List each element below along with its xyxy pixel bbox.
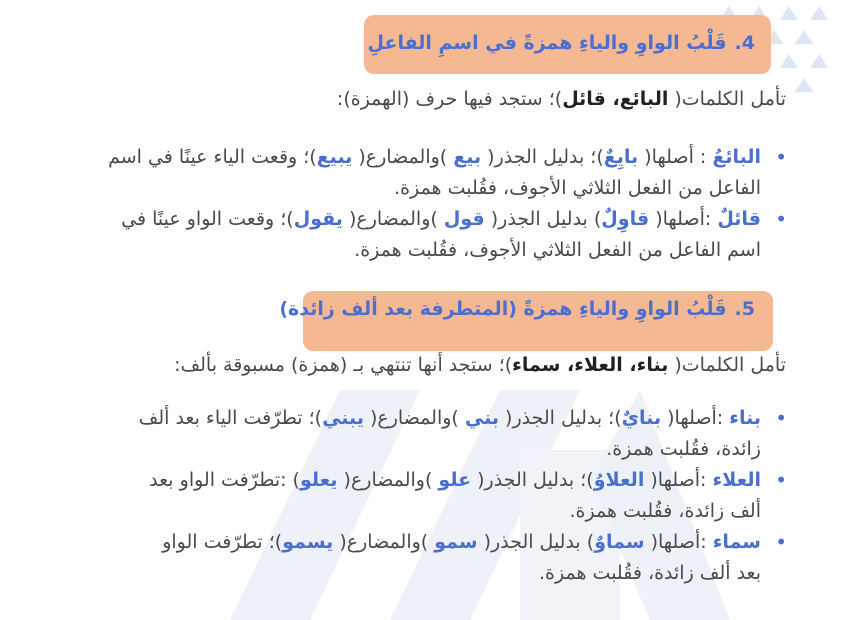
section4-intro-words: البائع، قائل [562, 88, 669, 110]
text-segment: يقول [293, 208, 343, 230]
text-segment: بني [464, 407, 499, 429]
item-line [11, 142, 761, 173]
text-segment: قول [443, 208, 485, 230]
text-segment: )والمضارع( [333, 531, 435, 553]
text-segment: :أصلها( [644, 469, 713, 491]
text-segment: ) بدليل الجذر( [484, 208, 602, 230]
list-item [11, 204, 787, 266]
section5-list [11, 403, 787, 589]
text-segment: تأمل الكلمات( [668, 354, 786, 376]
section4-number: 4. [734, 32, 755, 54]
text-segment: )والمضارع( [363, 407, 465, 429]
item-line [11, 403, 761, 434]
list-item [11, 403, 787, 465]
text-segment: :أصلها( [644, 531, 713, 553]
text-segment: )؛ بدليل الجذر( [471, 469, 594, 491]
text-segment: )والمضارع( [352, 146, 454, 168]
text-segment: )؛ وقعت الياء عينًا في اسم [108, 146, 317, 168]
text-segment: ) بدليل الجذر( [477, 531, 595, 553]
item-line [11, 527, 761, 558]
text-segment: الفاعل من الفعل الثلاثي الأجوف، فقُلبت همزة. [394, 177, 761, 199]
text-segment: يعلو [299, 469, 338, 491]
bullet-icon: • [775, 406, 787, 430]
section5-title: قَلْبُ الواوِ والياءِ همزةً (المتطرفة بعد ألف زائدة) [279, 298, 727, 320]
text-segment: قائلٌ [717, 208, 761, 230]
text-segment: سماوٌ [594, 531, 645, 553]
text-segment: )والمضارع( [337, 469, 439, 491]
text-segment: ) :تطرّفت الواو بعد [149, 469, 300, 491]
section5-number: 5. [734, 298, 755, 320]
text-segment: العلاوُ [593, 469, 645, 491]
text-segment: )؛ تطرّفت الياء بعد ألف [138, 407, 323, 429]
text-segment: بنايٌ [621, 407, 662, 429]
text-segment: :أصلها( [649, 208, 718, 230]
text-segment: قاوِلٌ [601, 208, 650, 230]
text-segment: سماء [712, 531, 761, 553]
text-segment: العلاء [712, 469, 761, 491]
text-segment: اسم الفاعل من الفعل الثلاثي الأجوف، فقُلبت همزة. [354, 239, 761, 261]
bullet-icon: • [775, 530, 787, 554]
bullet-icon: • [775, 468, 787, 492]
bullet-icon: • [775, 207, 787, 231]
text-segment: )؛ وقعت الواو عينًا في [121, 208, 294, 230]
text-segment: يبيع [316, 146, 353, 168]
section4-list [11, 142, 787, 266]
text-segment: : أصلها( [638, 146, 713, 168]
section4-title: قَلْبُ الواوِ والياءِ همزةً في اسمِ الفاعلِ [367, 32, 727, 54]
text-segment: بعد ألف زائدة، فقُلبت همزة. [539, 562, 761, 584]
section5-heading [279, 298, 755, 320]
text-segment: )؛ تطرّفت الواو [162, 531, 283, 553]
text-segment: :أصلها( [661, 407, 730, 429]
text-segment: )؛ بدليل الجذر( [499, 407, 622, 429]
item-line [11, 204, 761, 235]
text-segment: بايِعٌ [603, 146, 639, 168]
text-segment: )؛ بدليل الجذر( [481, 146, 604, 168]
section5-intro [174, 354, 786, 376]
text-segment: يبني [322, 407, 364, 429]
text-segment: ألف زائدة، فقُلبت همزة. [569, 500, 761, 522]
item-line [11, 465, 761, 496]
list-item [11, 527, 787, 589]
text-segment: تأمل الكلمات( [668, 88, 786, 110]
section4-intro [337, 88, 786, 110]
text-segment: زائدة، فقُلبت همزة. [606, 438, 761, 460]
section4-heading [368, 32, 756, 54]
text-segment: البائعُ [712, 146, 761, 168]
bullet-icon: • [775, 145, 787, 169]
text-segment: علو [438, 469, 472, 491]
section5-intro-words: بناء، العلاء، سماء [512, 354, 669, 376]
text-segment: )؛ ستجد فيها حرف (الهمزة): [336, 88, 563, 110]
text-segment: بناء [729, 407, 761, 429]
text-segment: سمو [434, 531, 478, 553]
text-segment: بيع [453, 146, 482, 168]
text-segment: )؛ ستجد أنها تنتهي بـ (همزة) مسبوقة بألف: [174, 354, 513, 376]
list-item [11, 465, 787, 527]
list-item [11, 142, 787, 204]
text-segment: )والمضارع( [342, 208, 444, 230]
text-segment: يسمو [282, 531, 334, 553]
